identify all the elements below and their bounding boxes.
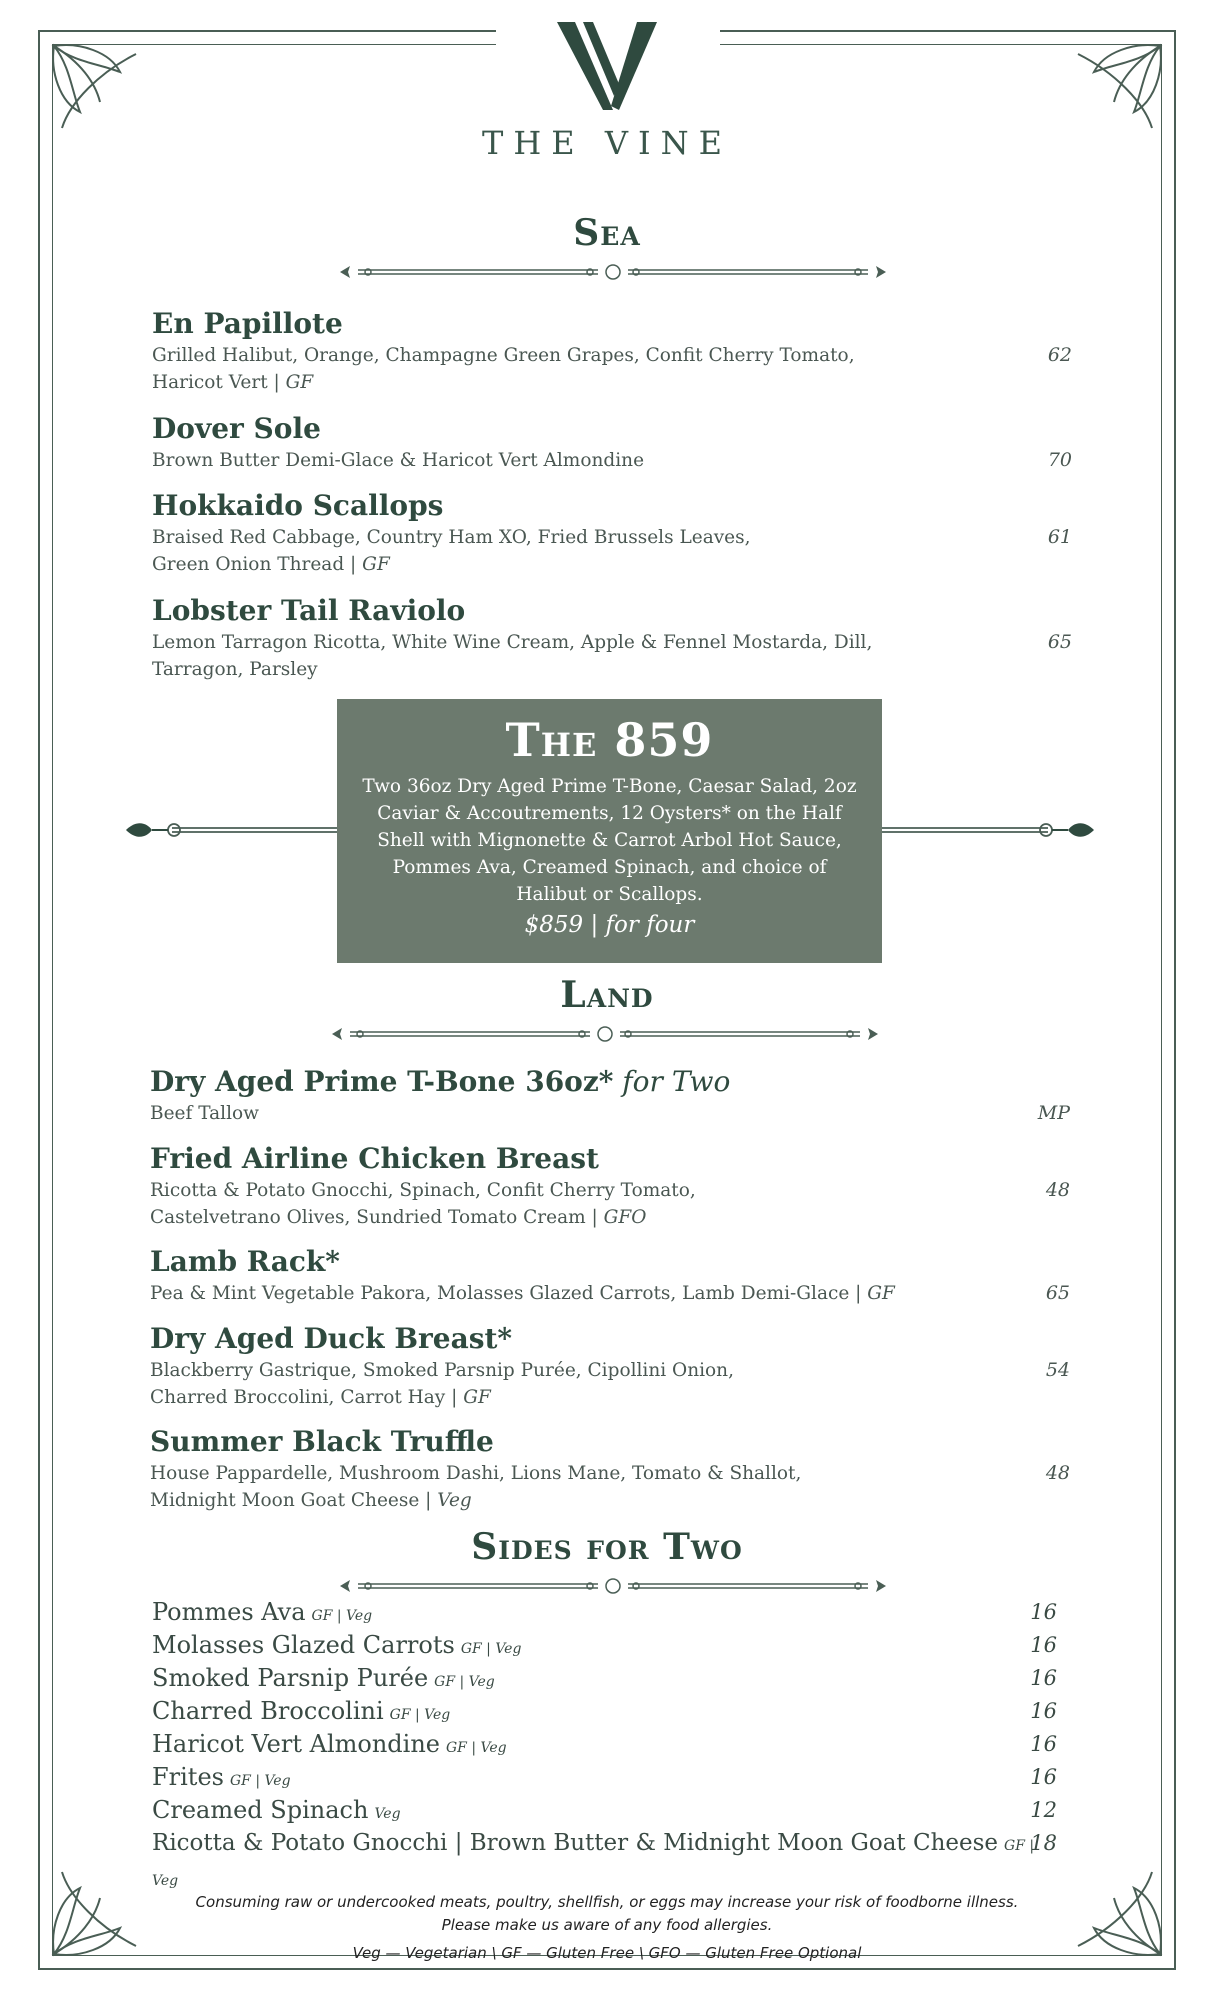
dietary-tag: GF: [362, 554, 390, 575]
menu-item-airline-chicken: [150, 1141, 1070, 1231]
footer-disclaimer: Consuming raw or undercooked meats, poultry, shellfish, or eggs may increase your risk of foodborne illness.: [195, 1893, 1019, 1911]
item-description: Blackberry Gastrique, Smoked Parsnip Purée, Cipollini Onion, Charred Broccolini, Carrot Hay | GF: [150, 1360, 734, 1408]
item-price: 54: [1045, 1359, 1070, 1381]
item-description: Beef Tallow: [150, 1103, 259, 1124]
item-price: 48: [1045, 1462, 1070, 1484]
section-divider: [330, 1022, 880, 1046]
item-price: 18: [1030, 1831, 1057, 1855]
item-name: Dover Sole: [152, 412, 321, 445]
side-item: Haricot Vert Almondine GF | Veg 16: [152, 1730, 1057, 1758]
item-name: Summer Black Truffle: [150, 1425, 494, 1458]
menu-item-lamb-rack: [150, 1244, 1070, 1307]
item-name: Lobster Tail Raviolo: [152, 594, 466, 627]
feature-description: Two 36oz Dry Aged Prime T-Bone, Caesar Salad, 2oz Caviar & Accoutrements, 12 Oysters* on the Half Shell with Mignonette & Carrot Arbol Hot Sauce, Pommes Ava, Creamed Spinach, and choice of Halibut or Scallops.: [362, 776, 857, 905]
dietary-tag: GF: [463, 1387, 491, 1408]
menu-item-duck-breast: [150, 1321, 1070, 1411]
item-description: Grilled Halibut, Orange, Champagne Green Grapes, Confit Cherry Tomato, Haricot Vert | GF: [152, 345, 855, 393]
section-title-land: Land: [560, 974, 654, 1016]
feature-line-right: [880, 818, 1098, 842]
dietary-tag: GF: [867, 1283, 895, 1304]
side-item: Charred Broccolini GF | Veg 16: [152, 1697, 1057, 1725]
dietary-tag: GF: [285, 372, 314, 393]
dietary-tag: GF | Veg: [389, 1707, 451, 1723]
item-description: Braised Red Cabbage, Country Ham XO, Fried Brussels Leaves, Green Onion Thread | GF: [152, 527, 751, 575]
item-name: Lamb Rack*: [150, 1245, 340, 1278]
dietary-tag: GF | Veg: [229, 1773, 291, 1789]
item-description: House Pappardelle, Mushroom Dashi, Lions Mane, Tomato & Shallot, Midnight Moon Goat Cheese | Veg: [150, 1463, 802, 1511]
feature-line-left: [122, 818, 340, 842]
item-price: 62: [1047, 344, 1072, 366]
item-description: Brown Butter Demi-Glace & Haricot Vert Almondine: [152, 450, 645, 471]
item-price: 65: [1045, 1282, 1070, 1304]
item-price: 16: [1030, 1765, 1057, 1789]
item-name: Hokkaido Scallops: [152, 489, 444, 522]
side-item: Creamed Spinach Veg 12: [152, 1796, 1057, 1824]
item-price: 65: [1047, 631, 1072, 653]
dietary-tag: GF | Veg: [152, 1838, 1035, 1889]
item-price: 12: [1030, 1798, 1057, 1822]
dietary-tag: GF | Veg: [311, 1608, 373, 1624]
section-divider: [338, 260, 888, 284]
item-description: Lemon Tarragon Ricotta, White Wine Cream, Apple & Fennel Mostarda, Dill, Tarragon, Parsley: [152, 632, 873, 680]
dietary-tag: GF | Veg: [446, 1740, 507, 1756]
item-price: 16: [1030, 1600, 1057, 1624]
feature-the-859: [337, 699, 882, 963]
item-price: 48: [1045, 1179, 1070, 1201]
dietary-tag: GF | Veg: [460, 1641, 522, 1657]
menu-item-dover-sole: [152, 411, 1072, 474]
item-name: En Papillote: [152, 307, 343, 340]
brand-name: THE VINE: [482, 124, 732, 162]
section-divider: [338, 1574, 888, 1598]
item-price: MP: [1037, 1102, 1070, 1124]
item-description: Ricotta & Potato Gnocchi, Spinach, Confit Cherry Tomato, Castelvetrano Olives, Sundried Tomato Cream | GFO: [150, 1180, 696, 1228]
menu-item-lobster-tail-raviolo: [152, 593, 1072, 683]
item-price: 70: [1047, 449, 1072, 471]
item-price: 61: [1047, 526, 1072, 548]
footer-allergy-note: Please make us aware of any food allergies.: [441, 1916, 773, 1934]
feature-title: The 859: [505, 713, 714, 767]
menu-item-black-truffle: [150, 1424, 1070, 1514]
section-title-sides: Sides for Two: [471, 1526, 743, 1568]
side-item: Molasses Glazed Carrots GF | Veg 16: [152, 1631, 1057, 1659]
item-price: 16: [1030, 1732, 1057, 1756]
vine-logo-icon: [553, 18, 661, 118]
dietary-tag: GFO: [603, 1207, 647, 1228]
section-title-sea: Sea: [573, 212, 641, 254]
item-name: Dry Aged Prime T-Bone 36oz* for Two: [150, 1065, 731, 1098]
dietary-tag: Veg: [374, 1806, 401, 1822]
side-item: Frites GF | Veg 16: [152, 1763, 1057, 1791]
side-item: Pommes Ava GF | Veg 16: [152, 1598, 1057, 1626]
dietary-tag: Veg: [437, 1490, 472, 1511]
item-price: 16: [1030, 1633, 1057, 1657]
item-name: Fried Airline Chicken Breast: [150, 1142, 599, 1175]
menu-item-en-papillote: [152, 306, 1072, 396]
side-item: Ricotta & Potato Gnocchi | Brown Butter & Midnight Moon Goat Cheese GF | Veg 18: [152, 1827, 1057, 1897]
item-price: 16: [1030, 1666, 1057, 1690]
footer-legend: Veg — Vegetarian \ GF — Gluten Free \ GFO — Gluten Free Optional: [352, 1944, 862, 1962]
side-item: Smoked Parsnip Purée GF | Veg 16: [152, 1664, 1057, 1692]
dietary-tag: GF | Veg: [434, 1674, 495, 1690]
item-description: Pea & Mint Vegetable Pakora, Molasses Glazed Carrots, Lamb Demi-Glace | GF: [150, 1283, 895, 1304]
item-price: 16: [1030, 1699, 1057, 1723]
item-name: Dry Aged Duck Breast*: [150, 1322, 513, 1355]
feature-price: $859 | for four: [524, 912, 695, 938]
menu-item-hokkaido-scallops: [152, 488, 1072, 578]
menu-item-t-bone: [150, 1064, 1070, 1127]
